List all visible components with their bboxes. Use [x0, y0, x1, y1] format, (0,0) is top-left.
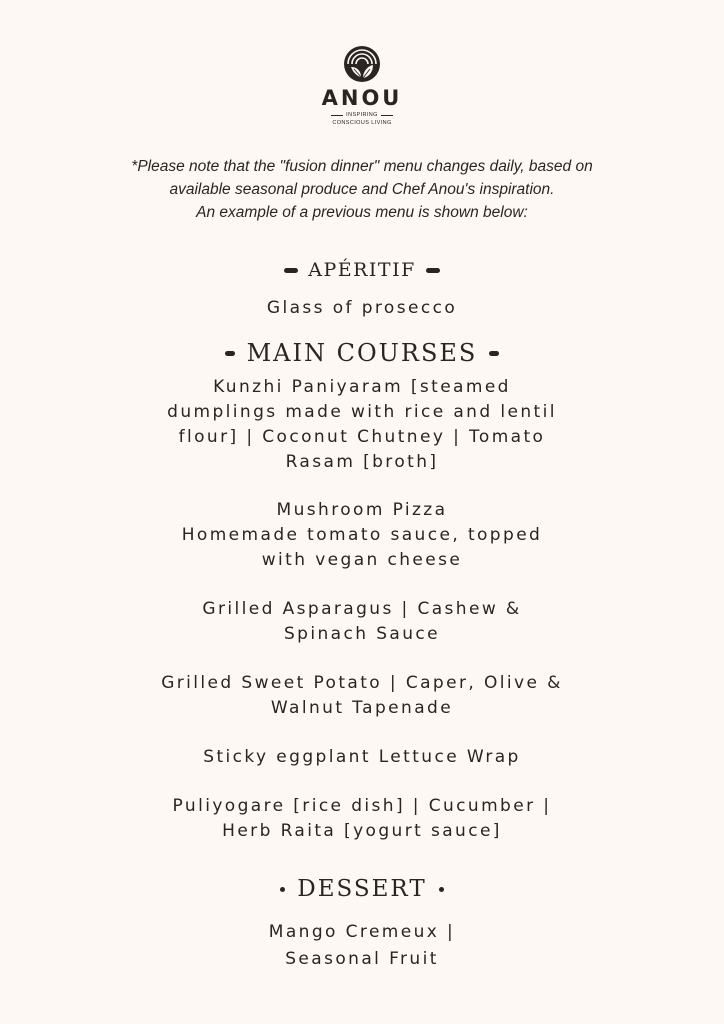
item-line: Spinach Sauce [283, 624, 440, 644]
item-line: Puliyogare [rice dish] | Cucumber | [172, 796, 552, 816]
heading-dot-left [280, 887, 285, 892]
menu-item-dessert [90, 919, 634, 973]
menu-item-main-5 [90, 745, 634, 770]
section-heading-main-courses [0, 338, 724, 368]
tagline-line2: CONSCIOUS LIVING [332, 120, 392, 126]
item-line: with vegan cheese [261, 550, 463, 570]
item-line: flour] | Coconut Chutney | Tomato [178, 427, 546, 447]
item-line: dumplings made with rice and lentil [167, 402, 557, 422]
menu-item-main-4 [90, 671, 634, 721]
item-line: Grilled Sweet Potato | Caper, Olive & [161, 673, 563, 693]
item-line: Homemade tomato sauce, topped [181, 525, 543, 545]
section-heading-dessert [0, 874, 724, 904]
item-line: Grilled Asparagus | Cashew & [202, 599, 522, 619]
heading-dot-right [439, 887, 444, 892]
menu-item-main-1 [90, 375, 634, 475]
menu-item-main-2 [90, 498, 634, 573]
item-line: Mango Cremeux | [268, 922, 456, 942]
item-line: Kunzhi Paniyaram [steamed [213, 377, 511, 397]
brand-logo [0, 44, 724, 127]
menu-item-main-3 [90, 597, 634, 647]
heading-dash-left [284, 268, 298, 273]
note-line: *Please note that the "fusion dinner" menu changes daily, based on [131, 158, 593, 175]
tagline-rule-right [381, 115, 393, 116]
menu-item-aperitif [90, 296, 634, 321]
tagline-line1: INSPIRING [346, 112, 378, 118]
tagline-row [0, 111, 724, 119]
item-line: Seasonal Fruit [285, 949, 439, 969]
section-heading-aperitif [0, 257, 724, 283]
item-line: Mushroom Pizza [276, 500, 448, 520]
leaf-arch-icon [342, 44, 382, 84]
item-line: Sticky eggplant Lettuce Wrap [203, 747, 521, 767]
heading-dash-left [225, 351, 235, 356]
section-title: DESSERT [297, 876, 427, 902]
note-line: An example of a previous menu is shown below: [196, 204, 528, 221]
item-line: Herb Raita [yogurt sauce] [222, 821, 502, 841]
section-title: MAIN COURSES [246, 339, 478, 367]
menu-note [60, 155, 664, 224]
tagline-rule-left [331, 115, 343, 116]
menu-item-main-6 [90, 794, 634, 844]
item-line: Rasam [broth] [285, 452, 439, 472]
item-line: Glass of prosecco [266, 298, 458, 318]
brand-name: ANOU [321, 86, 403, 110]
item-line: Walnut Tapenade [270, 698, 454, 718]
heading-dash-right [489, 351, 499, 356]
section-title: APÉRITIF [308, 259, 416, 281]
heading-dash-right [426, 268, 440, 273]
note-line: available seasonal produce and Chef Anou's inspiration. [169, 181, 555, 198]
